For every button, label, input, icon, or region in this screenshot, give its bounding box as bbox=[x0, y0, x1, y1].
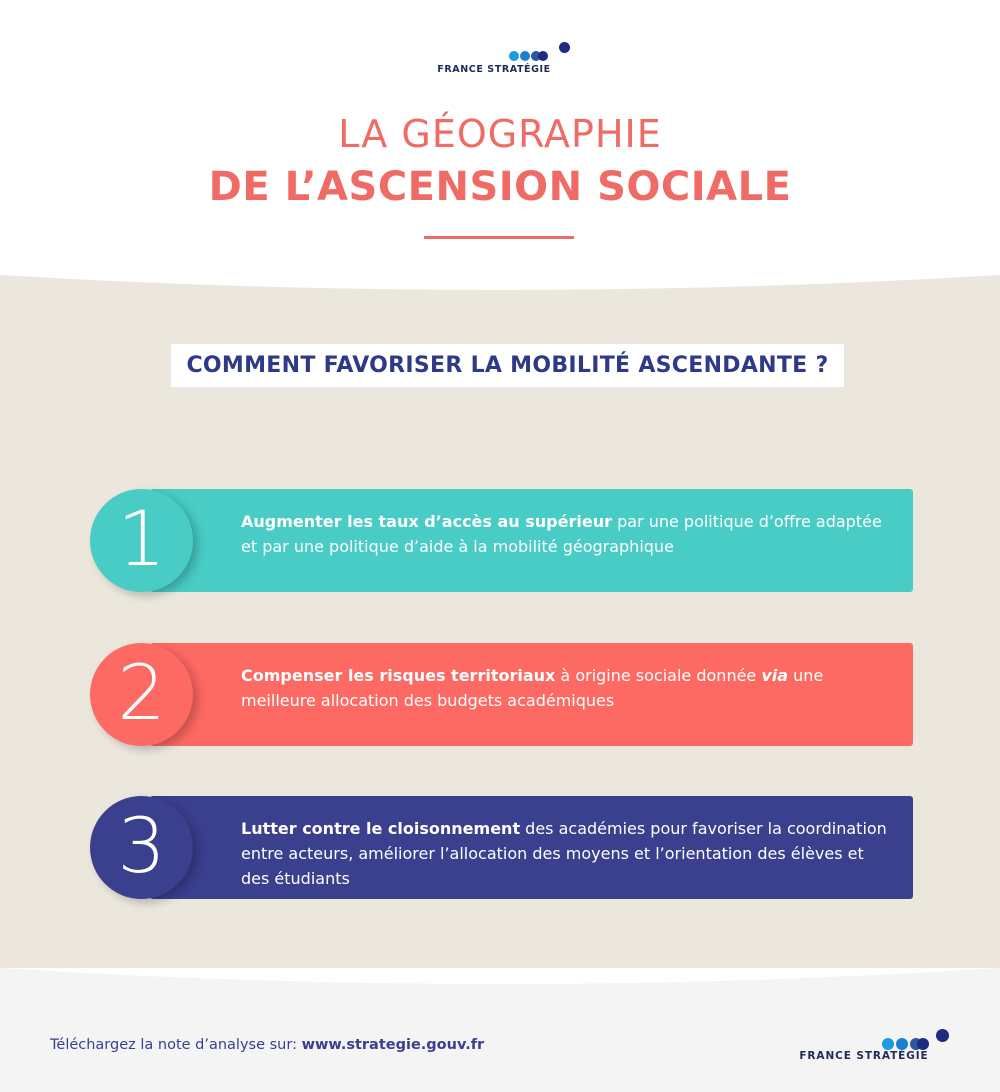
logo-dots-icon bbox=[793, 1028, 935, 1050]
step-1 bbox=[90, 489, 913, 592]
question-text: COMMENT FAVORISER LA MOBILITÉ ASCENDANTE ? bbox=[186, 353, 829, 378]
step-text bbox=[241, 816, 891, 891]
step-bold-text: Compenser les risques territoriaux bbox=[241, 666, 556, 685]
step-number: 2 bbox=[117, 647, 166, 737]
france-strategie-logo-top bbox=[432, 42, 556, 75]
step-rest-text-2: une meilleure allocation des budgets académiques bbox=[241, 666, 824, 710]
step-rest-text: des académies pour favoriser la coordination entre acteurs, améliorer l’allocation des moyens et l’orientation des élèves et des étudiants bbox=[241, 819, 887, 888]
step-bold-text: Lutter contre le cloisonnement bbox=[241, 819, 521, 838]
step-2 bbox=[90, 643, 913, 746]
logo-dots-icon bbox=[432, 42, 556, 64]
france-strategie-logo-bottom bbox=[793, 1028, 935, 1062]
step-rest-text: par une politique d’offre adaptée et par une politique d’aide à la mobilité géographique bbox=[241, 512, 882, 556]
step-number: 1 bbox=[117, 493, 166, 583]
step-bold-text: Augmenter les taux d’accès au supérieur bbox=[241, 512, 612, 531]
step-number-circle bbox=[90, 796, 193, 899]
footer-download-text bbox=[50, 1037, 484, 1053]
step-3 bbox=[90, 796, 913, 899]
title-line-1: LA GÉOGRAPHIE bbox=[338, 112, 662, 156]
step-text bbox=[241, 663, 891, 713]
footer-url-link[interactable]: www.strategie.gouv.fr bbox=[301, 1037, 485, 1053]
step-number-circle bbox=[90, 489, 193, 592]
step-italic-text: via bbox=[761, 666, 789, 685]
title-divider bbox=[424, 236, 574, 239]
step-text bbox=[241, 509, 891, 559]
footer-prefix: Téléchargez la note d’analyse sur: bbox=[50, 1037, 302, 1053]
title-line-2: DE L’ASCENSION SOCIALE bbox=[208, 164, 792, 210]
step-rest-text: à origine sociale donnée bbox=[555, 666, 762, 685]
logo-text: FRANCE STRATÉGIE bbox=[799, 1050, 929, 1062]
logo-text: FRANCE STRATÉGIE bbox=[437, 64, 551, 75]
step-number-circle bbox=[90, 643, 193, 746]
step-number: 3 bbox=[117, 800, 166, 890]
question-box bbox=[171, 344, 844, 387]
